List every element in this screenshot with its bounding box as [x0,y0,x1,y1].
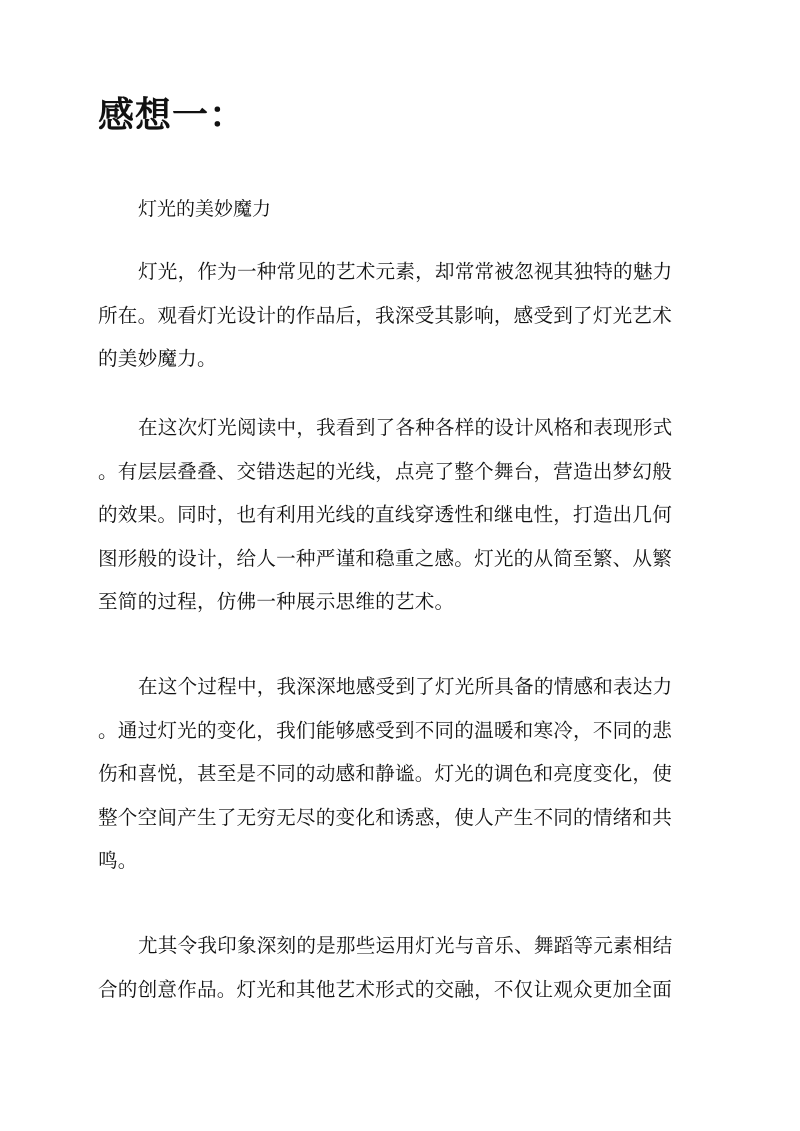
paragraph-line: 合的创意作品。灯光和其他艺术形式的交融，不仅让观众更加全面 [98,977,673,1001]
paragraph-line: 鸣。 [98,849,138,872]
paragraph-line: 在这个过程中，我深深地感受到了灯光所具备的情感和表达力 [138,675,673,698]
paragraph-line: 伤和喜悦，甚至是不同的动感和静谧。灯光的调色和亮度变化，使 [98,762,673,785]
paragraph-line: 所在。观看灯光设计的作品后，我深受其影响，感受到了灯光艺术 [98,303,673,327]
paragraph-line: 灯光，作为一种常见的艺术元素，却常常被忽视其独特的魅力 [138,260,673,283]
page-heading: 感想一： [98,94,247,136]
paragraph-line: 尤其令我印象深刻的是那些运用灯光与音乐、舞蹈等元素相结 [138,934,673,957]
paragraph-line: 。有层层叠叠、交错迭起的光线，点亮了整个舞台，营造出梦幻般 [98,459,673,483]
paragraph-line: 的美妙魔力。 [98,347,217,370]
paragraph-line: 至简的过程，仿佛一种展示思维的艺术。 [98,590,455,613]
paragraph-3 [98,665,702,883]
paragraph-4 [98,924,702,1011]
section-subtitle: 灯光的美妙魔力 [138,198,272,220]
paragraph-1 [98,250,702,381]
paragraph-line: 图形般的设计，给人一种严谨和稳重之感。灯光的从简至繁、从繁 [98,546,673,570]
paragraph-2 [98,406,702,624]
paragraph-line: 整个空间产生了无穷无尽的变化和诱惑，使人产生不同的情绪和共 [98,805,673,829]
paragraph-line: 在这次灯光阅读中，我看到了各种各样的设计风格和表现形式 [138,416,673,439]
paragraph-line: 。通过灯光的变化，我们能够感受到不同的温暖和寒冷，不同的悲 [98,718,673,742]
paragraph-line: 的效果。同时，也有利用光线的直线穿透性和继电性，打造出几何 [98,503,673,526]
